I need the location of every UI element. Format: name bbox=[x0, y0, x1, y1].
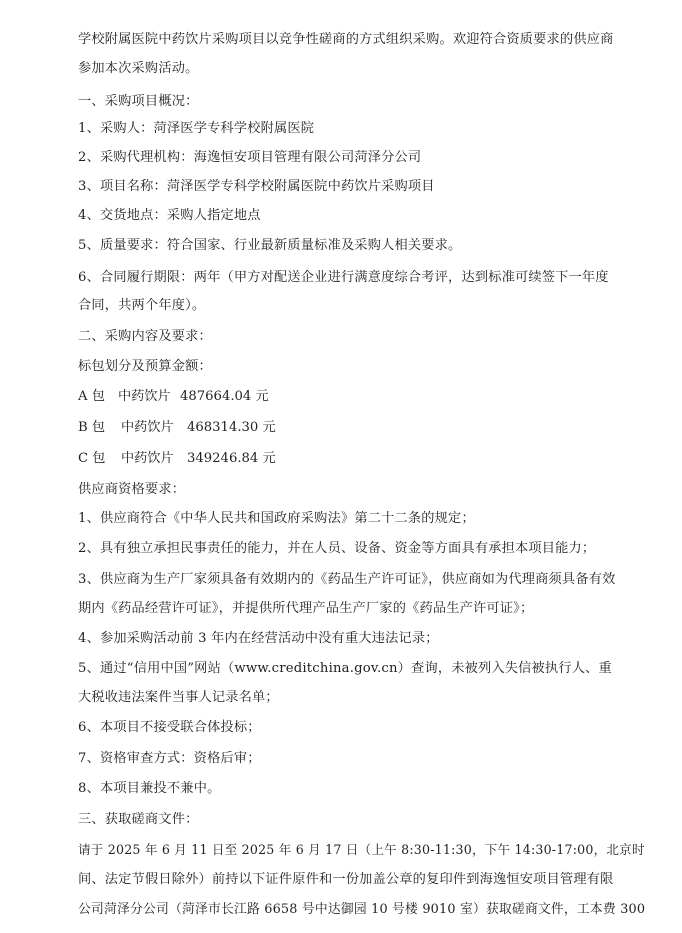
intro-line-2: 参加本次采购活动。 bbox=[78, 61, 199, 76]
qualification-8: 8、本项目兼投不兼中。 bbox=[78, 781, 221, 796]
section-1-item-5: 5、质量要求：符合国家、行业最新质量标准及采购人相关要求。 bbox=[78, 238, 462, 253]
section-1-item-6: 6、合同履行期限：两年（甲方对配送企业进行满意度综合考评，达到标准可续签下一年度 bbox=[78, 270, 609, 285]
package-item: 中药饮片 bbox=[118, 389, 171, 404]
section-1-title: 一、采购项目概况： bbox=[78, 94, 199, 109]
package-row-c bbox=[78, 445, 638, 473]
qualification-3: 3、供应商为生产厂家须具备有效期内的《药品生产许可证》，供应商如为代理商须具备有效 bbox=[78, 572, 616, 587]
section-1-item-3: 3、项目名称：菏泽医学专科学校附属医院中药饮片采购项目 bbox=[78, 179, 435, 194]
package-amount: 468314.30 元 bbox=[187, 420, 276, 435]
section-3-line-1: 请于 2025 年 6 月 11 日至 2025 年 6 月 17 日（上午 8:30-11:30，下午 14:30-17:00，北京时 bbox=[78, 842, 645, 857]
section-3-line-3: 公司菏泽分公司（菏泽市长江路 6658 号中达御园 10 号楼 9010 室）获取磋商文件，工本费 300 bbox=[78, 902, 646, 917]
package-name: B 包 bbox=[78, 420, 106, 435]
package-amount: 349246.84 元 bbox=[187, 451, 276, 466]
section-1-item-6-cont: 合同，共两个年度）。 bbox=[78, 298, 206, 313]
section-1-item-2: 2、采购代理机构：海逸恒安项目管理有限公司菏泽分公司 bbox=[78, 150, 422, 165]
qualification-6: 6、本项目不接受联合体投标； bbox=[78, 720, 261, 735]
budget-label: 标包划分及预算金额： bbox=[78, 359, 212, 374]
package-row-a bbox=[78, 383, 638, 411]
qualification-5-cont: 大税收违法案件当事人记录名单； bbox=[78, 690, 279, 705]
qualification-label: 供应商资格要求： bbox=[78, 482, 186, 497]
qualification-3-cont: 期内《药品经营许可证》，并提供所代理产品生产厂家的《药品生产许可证》； bbox=[78, 601, 534, 616]
package-amount: 487664.04 元 bbox=[180, 389, 269, 404]
package-name: C 包 bbox=[78, 451, 106, 466]
qualification-2: 2、具有独立承担民事责任的能力，并在人员、设备、资金等方面具有承担本项目能力； bbox=[78, 541, 596, 556]
package-row-b bbox=[78, 414, 638, 442]
package-item: 中药饮片 bbox=[121, 451, 174, 466]
section-2-title: 二、采购内容及要求： bbox=[78, 329, 212, 344]
qualification-1: 1、供应商符合《中华人民共和国政府采购法》第二十二条的规定； bbox=[78, 511, 475, 526]
package-name: A 包 bbox=[78, 389, 105, 404]
qualification-4: 4、参加采购活动前 3 年内在经营活动中没有重大违法记录； bbox=[78, 631, 439, 646]
section-1-item-4: 4、交货地点：采购人指定地点 bbox=[78, 208, 261, 223]
package-item: 中药饮片 bbox=[121, 420, 174, 435]
intro-line-1: 学校附属医院中药饮片采购项目以竞争性磋商的方式组织采购。欢迎符合资质要求的供应商 bbox=[78, 32, 614, 47]
qualification-5: 5、通过“信用中国”网站（www.creditchina.gov.cn）查询，未被列入失信被执行人、重 bbox=[78, 661, 612, 676]
section-3-line-2: 间、法定节假日除外）前持以下证件原件和一份加盖公章的复印件到海逸恒安项目管理有限 bbox=[78, 872, 614, 887]
section-1-item-1: 1、采购人：菏泽医学专科学校附属医院 bbox=[78, 121, 315, 136]
section-3-title: 三、获取磋商文件： bbox=[78, 812, 199, 827]
qualification-7: 7、资格审查方式：资格后审； bbox=[78, 751, 261, 766]
